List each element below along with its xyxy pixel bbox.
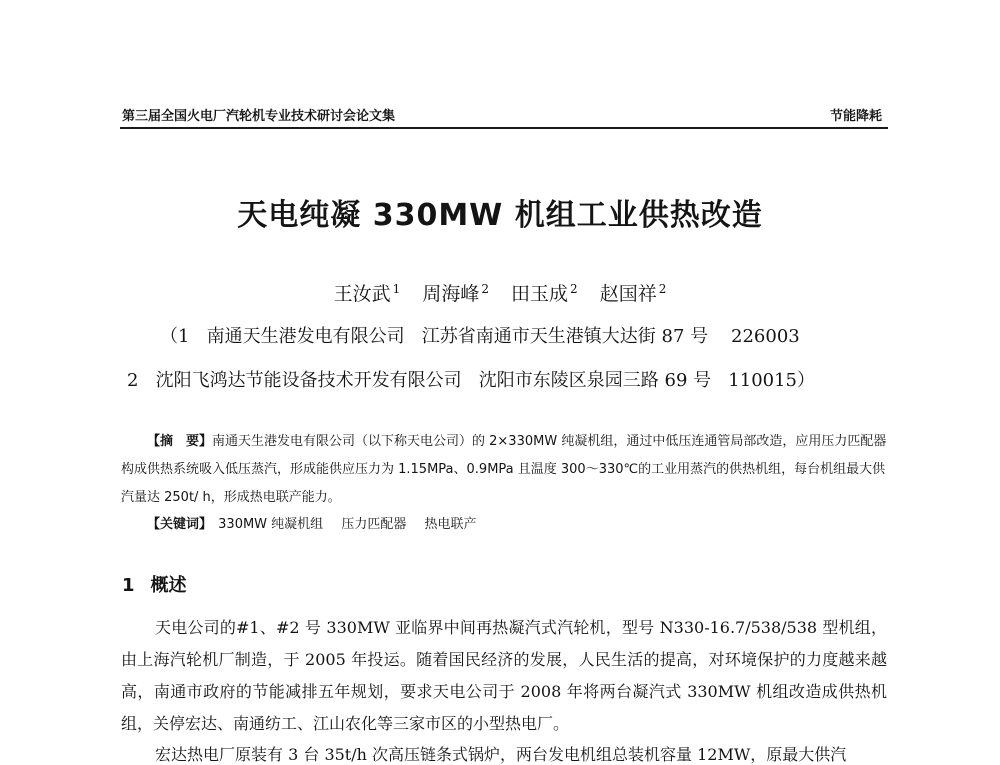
abstract-text: 南通天生港发电有限公司（以下称天电公司）的 2×330MW 纯凝机组，通过中低压连通管局部改造，应用压力匹配器构成供热系统吸入低压蒸汽，形成能供应压力为 1.15MPa、0.9MPa 且温度 300～330℃的工业用蒸汽的供热机组，每台机组最大供汽量达 250t/ h，形成热电联产能力。 [121, 434, 887, 505]
running-header [120, 103, 888, 129]
paper-title: 天电纯凝 330MW 机组工业供热改造 [237, 198, 763, 233]
author-list [0, 279, 1000, 306]
author: 周海峰 $^2$ [422, 281, 489, 305]
abstract-label: 【摘 要】 [147, 434, 213, 449]
keyword: 热电联产 [424, 517, 477, 532]
keyword: 压力匹配器 [341, 517, 407, 532]
section-category: 节能降耗 [829, 109, 882, 124]
keyword: 330MW 纯凝机组 [218, 517, 324, 532]
author: 田玉成 $^2$ [511, 281, 578, 305]
author: 赵国祥 $^2$ [599, 281, 667, 305]
body-paragraph [121, 612, 887, 740]
affiliation-1: （1 南通天生港发电有限公司 江苏省南通市天生港镇大达街 87 号 226003 [160, 326, 800, 347]
keywords [147, 513, 491, 532]
proceedings-title: 第三届全国火电厂汽轮机专业技术研讨会论文集 [122, 109, 396, 124]
author: 王汝武 $^1$ [333, 281, 401, 305]
section-title: 概述 [150, 575, 187, 596]
keywords-label: 【关键词】 [147, 517, 213, 532]
paragraph-1: 天电公司的#1、#2 号 330MW 亚临界中间再热凝汽式汽轮机，型号 N330-16.7/538/538 型机组，由上海汽轮机厂制造，于 2005 年投运。随着国民经济的发展，人民生活的提高，对环境保护的力度越来越高，南通市政府的节能减排五年规划，要求天电公司于 2008 年将两台凝汽式 330MW 机组改造成供热机组，关停宏达、南通纺工、江山农化等三家市区的小型热电厂。 [121, 618, 887, 733]
section-number: 1 [122, 575, 135, 596]
paragraph-2-partial: 宏达热电厂原装有 3 台 35t/h 次高压链条式锅炉，两台发电机组总装机容量 12MW，原最大供汽 [155, 745, 847, 764]
abstract [121, 428, 887, 512]
section-heading [122, 571, 187, 597]
affiliation-2: 2 沈阳飞鸿达节能设备技术开发有限公司 沈阳市东陵区泉园三路 69 号 110015） [127, 370, 816, 391]
